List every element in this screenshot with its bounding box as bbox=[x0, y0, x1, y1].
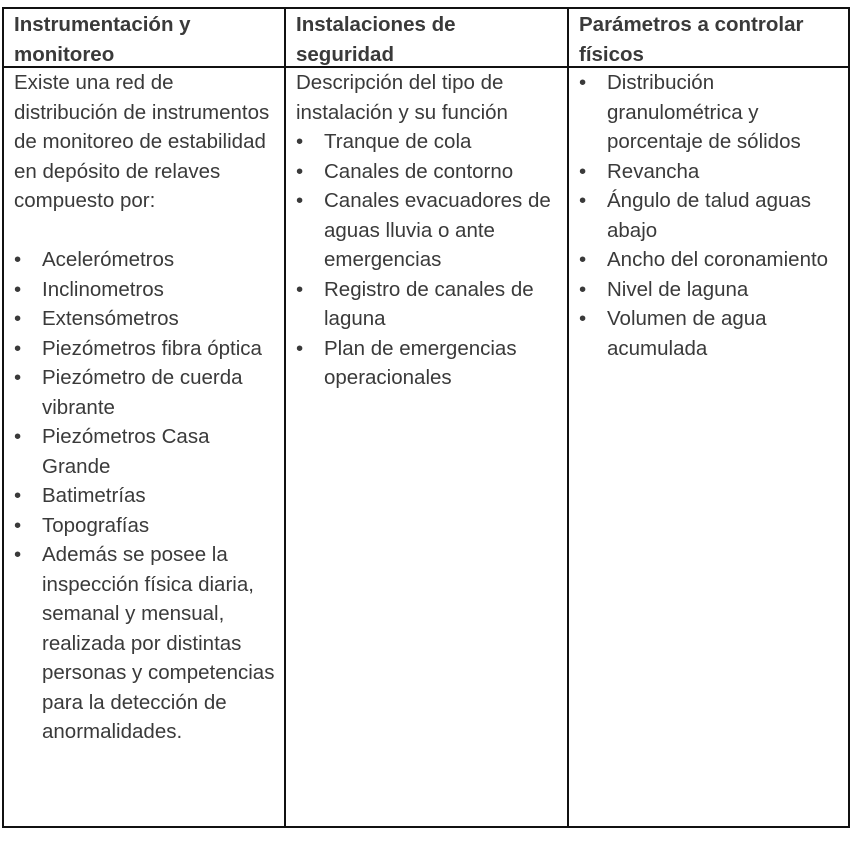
bullet-icon: • bbox=[579, 248, 587, 271]
list-item: • Piezómetros Casa Grande bbox=[14, 422, 276, 481]
list-item: • Plan de emergencias operacionales bbox=[296, 334, 559, 393]
bullet-icon: • bbox=[579, 277, 587, 301]
bullet-icon: • bbox=[14, 513, 22, 537]
cell-parametros bbox=[569, 68, 848, 826]
bullet-icon: • bbox=[579, 71, 587, 94]
header-instalaciones: Instalaciones de seguridad bbox=[286, 9, 569, 68]
col2-intro: Descripción del tipo de instalación y su función bbox=[296, 71, 508, 124]
cell-instalaciones bbox=[286, 68, 569, 826]
bullet-icon: • bbox=[14, 484, 22, 507]
bullet-icon: • bbox=[579, 159, 587, 183]
col1-intro: Existe una red de distribución de instrumentos de monitoreo de estabilidad en depósito de relaves compuesto por: bbox=[14, 71, 270, 212]
list-item: • Revancha bbox=[579, 157, 840, 187]
list-item: • Ángulo de talud aguas abajo bbox=[579, 186, 840, 245]
bullet-icon: • bbox=[579, 307, 587, 330]
bullet-icon: • bbox=[14, 307, 22, 330]
cell-instrumentacion bbox=[4, 68, 286, 826]
header-parametros: Parámetros a controlar físicos bbox=[569, 9, 848, 68]
document-table bbox=[2, 7, 850, 828]
bullet-icon: • bbox=[296, 130, 304, 153]
list-item: • Topografías bbox=[14, 511, 276, 541]
list-item: • Extensómetros bbox=[14, 304, 276, 334]
list-item: • Nivel de laguna bbox=[579, 275, 840, 305]
list-item: • Inclinometros bbox=[14, 275, 276, 305]
list-item: • Volumen de agua acumulada bbox=[579, 304, 840, 363]
col1-bullet-list bbox=[14, 245, 276, 747]
bullet-icon: • bbox=[296, 277, 304, 301]
bullet-icon: • bbox=[14, 366, 22, 389]
bullet-icon: • bbox=[296, 336, 304, 360]
bullet-icon: • bbox=[296, 159, 304, 183]
bullet-icon: • bbox=[14, 425, 22, 448]
list-item: • Registro de canales de laguna bbox=[296, 275, 559, 334]
list-item: • Tranque de cola bbox=[296, 127, 559, 157]
spacer bbox=[14, 216, 276, 246]
list-item: • Piezómetro de cuerda vibrante bbox=[14, 363, 276, 422]
bullet-icon: • bbox=[579, 189, 587, 212]
col3-bullet-list bbox=[579, 68, 840, 363]
bullet-icon: • bbox=[14, 336, 22, 360]
bullet-icon: • bbox=[296, 189, 304, 212]
col2-bullet-list bbox=[296, 127, 559, 393]
list-item: • Ancho del coronamiento bbox=[579, 245, 840, 275]
bullet-icon: • bbox=[14, 543, 22, 566]
list-item: • Distribución granulométrica y porcentaje de sólidos bbox=[579, 68, 840, 157]
bullet-icon: • bbox=[14, 277, 22, 301]
list-item: • Batimetrías bbox=[14, 481, 276, 511]
header-instrumentacion: Instrumentación y monitoreo bbox=[4, 9, 286, 68]
list-item: • Canales de contorno bbox=[296, 157, 559, 187]
list-item: • Canales evacuadores de aguas lluvia o ante emergencias bbox=[296, 186, 559, 275]
bullet-icon: • bbox=[14, 248, 22, 271]
list-item: • Acelerómetros bbox=[14, 245, 276, 275]
list-item: • Piezómetros fibra óptica bbox=[14, 334, 276, 364]
list-item: • Además se posee la inspección física diaria, semanal y mensual, realizada por distintas personas y competencias para la detección de anormalidades. bbox=[14, 540, 276, 747]
